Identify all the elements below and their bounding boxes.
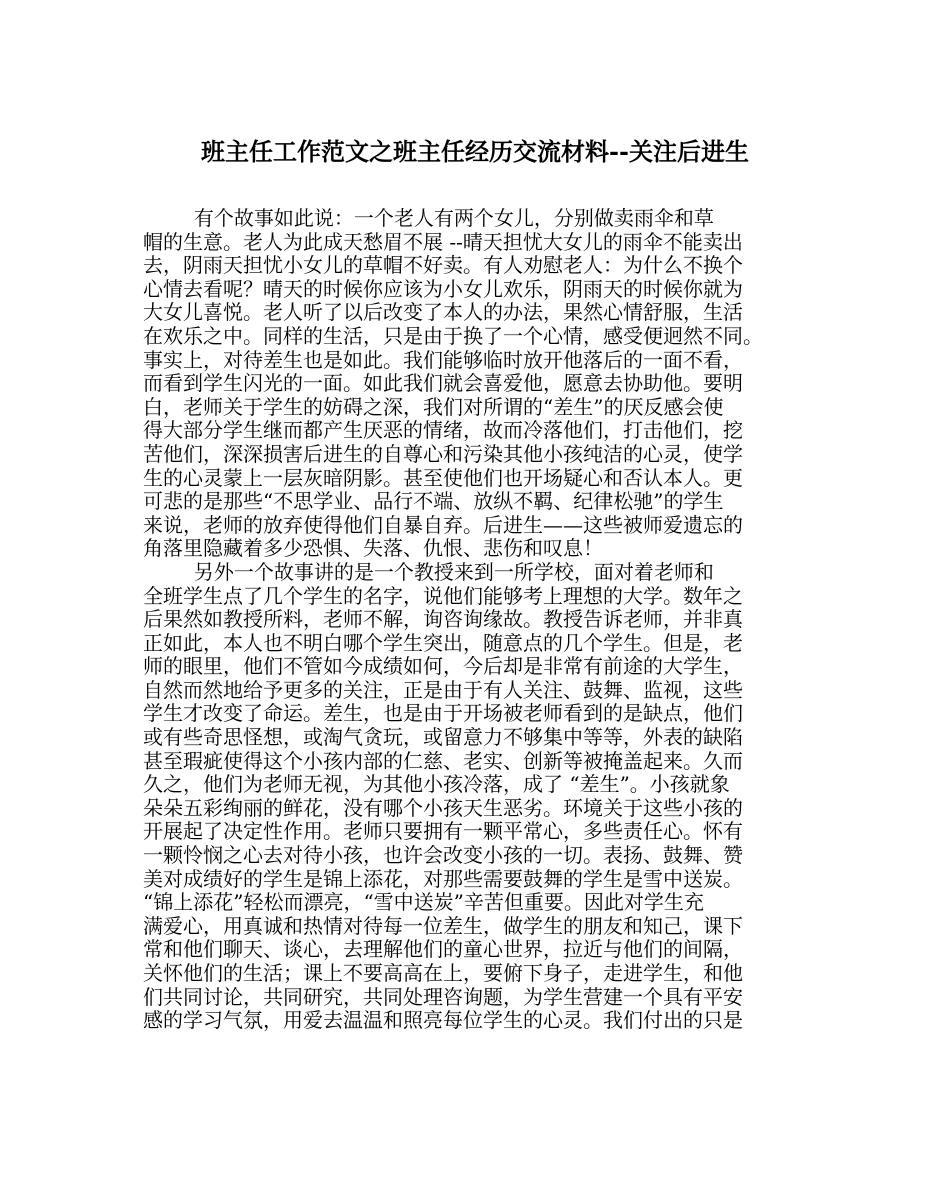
- body-line: 满爱心，用真诚和热情对待每一位差生，做学生的朋友和知己，课下: [143, 913, 743, 938]
- body-line: 来说，老师的放弃使得他们自暴自弃。后进生——这些被师爱遗忘的: [143, 512, 743, 537]
- body-line: 学生才改变了命运。差生，也是由于开场被老师看到的是缺点，他们: [143, 701, 743, 726]
- document-title: 班主任工作范文之班主任经历交流材料--关注后进生: [201, 137, 749, 166]
- document-body: [143, 207, 795, 1033]
- body-line: 白，老师关于学生的妨碍之深，我们对所谓的“差生”的厌反感会使: [143, 394, 724, 419]
- body-line: 感的学习气氛，用爱去温温和照亮每位学生的心灵。我们付出的只是: [143, 1008, 743, 1033]
- body-line: 久之，他们为老师无视，为其他小孩冷落，成了 “差生”。小孩就象: [143, 772, 730, 797]
- body-line: 常和他们聊天、谈心，去理解他们的童心世界，拉近与他们的间隔，: [143, 937, 743, 962]
- body-line: 角落里隐藏着多少恐惧、失落、仇恨、悲伤和叹息！: [143, 536, 603, 561]
- body-line: 甚至瑕疵使得这个小孩内部的仁慈、老实、创新等被掩盖起来。久而: [143, 748, 743, 773]
- body-line: 去，阴雨天担忧小女儿的草帽不好卖。有人劝慰老人：为什么不换个: [143, 253, 743, 278]
- body-line: 们共同讨论，共同研究，共同处理咨询题，为学生营建一个具有平安: [143, 984, 743, 1009]
- body-line: 可悲的是那些“不思学业、品行不端、放纵不羁、纪律松驰”的学生: [143, 489, 724, 514]
- body-line: 另外一个故事讲的是一个教授来到一所学校，面对着老师和: [143, 559, 714, 584]
- body-line: 正如此，本人也不明白哪个学生突出，随意点的几个学生。但是，老: [143, 630, 743, 655]
- body-line: 大女儿喜悦。老人听了以后改变了本人的办法，果然心情舒服，生活: [143, 300, 743, 325]
- body-line: 事实上，对待差生也是如此。我们能够临时放开他落后的一面不看，: [143, 347, 743, 372]
- body-line: 开展起了决定性作用。老师只要拥有一颗平常心，多些责任心。怀有: [143, 819, 743, 844]
- body-line: 心情去看呢？晴天的时候你应该为小女儿欢乐，阴雨天的时候你就为: [143, 276, 743, 301]
- body-line: 师的眼里，他们不管如今成绩如何，今后却是非常有前途的大学生，: [143, 654, 743, 679]
- body-line: 苦他们，深深损害后进生的自尊心和污染其他小孩纯洁的心灵，使学: [143, 441, 743, 466]
- body-line: 美对成绩好的学生是锦上添花，对那些需要鼓舞的学生是雪中送炭。: [143, 866, 743, 891]
- body-line: 生的心灵蒙上一层灰暗阴影。甚至使他们也开场疑心和否认本人。更: [143, 465, 743, 490]
- body-line: 或有些奇思怪想，或淘气贪玩，或留意力不够集中等等，外表的缺陷: [143, 725, 743, 750]
- body-line: 得大部分学生继而都产生厌恶的情绪，故而冷落他们，打击他们，挖: [143, 418, 743, 443]
- body-line: 自然而然地给予更多的关注，正是由于有人关注、鼓舞、监视，这些: [143, 677, 743, 702]
- body-line: 关怀他们的生活；课上不要高高在上，要俯下身子，走进学生，和他: [143, 961, 743, 985]
- body-line: 在欢乐之中。同样的生活，只是由于换了一个心情，感受便迥然不同。: [143, 323, 763, 348]
- body-line: 而看到学生闪光的一面。如此我们就会喜爱他，愿意去协助他。要明: [143, 371, 743, 396]
- body-line: 后果然如教授所料，老师不解，询咨询缘故。教授告诉老师，并非真: [143, 607, 743, 632]
- body-line: “锦上添花”轻松而漂亮，“雪中送炭”辛苦但重要。因此对学生充: [143, 890, 704, 915]
- body-line: 一颗怜悯之心去对待小孩，也许会改变小孩的一切。表扬、鼓舞、赞: [143, 843, 743, 868]
- body-line: 有个故事如此说：一个老人有两个女儿，分别做卖雨伞和草: [143, 206, 714, 230]
- body-line: 朵朵五彩绚丽的鲜花，没有哪个小孩天生恶劣。环境关于这些小孩的: [143, 795, 743, 820]
- body-line: 帽的生意。老人为此成天愁眉不展 --晴天担忧大女儿的雨伞不能卖出: [143, 229, 743, 254]
- body-line: 全班学生点了几个学生的名字，说他们能够考上理想的大学。数年之: [143, 583, 743, 608]
